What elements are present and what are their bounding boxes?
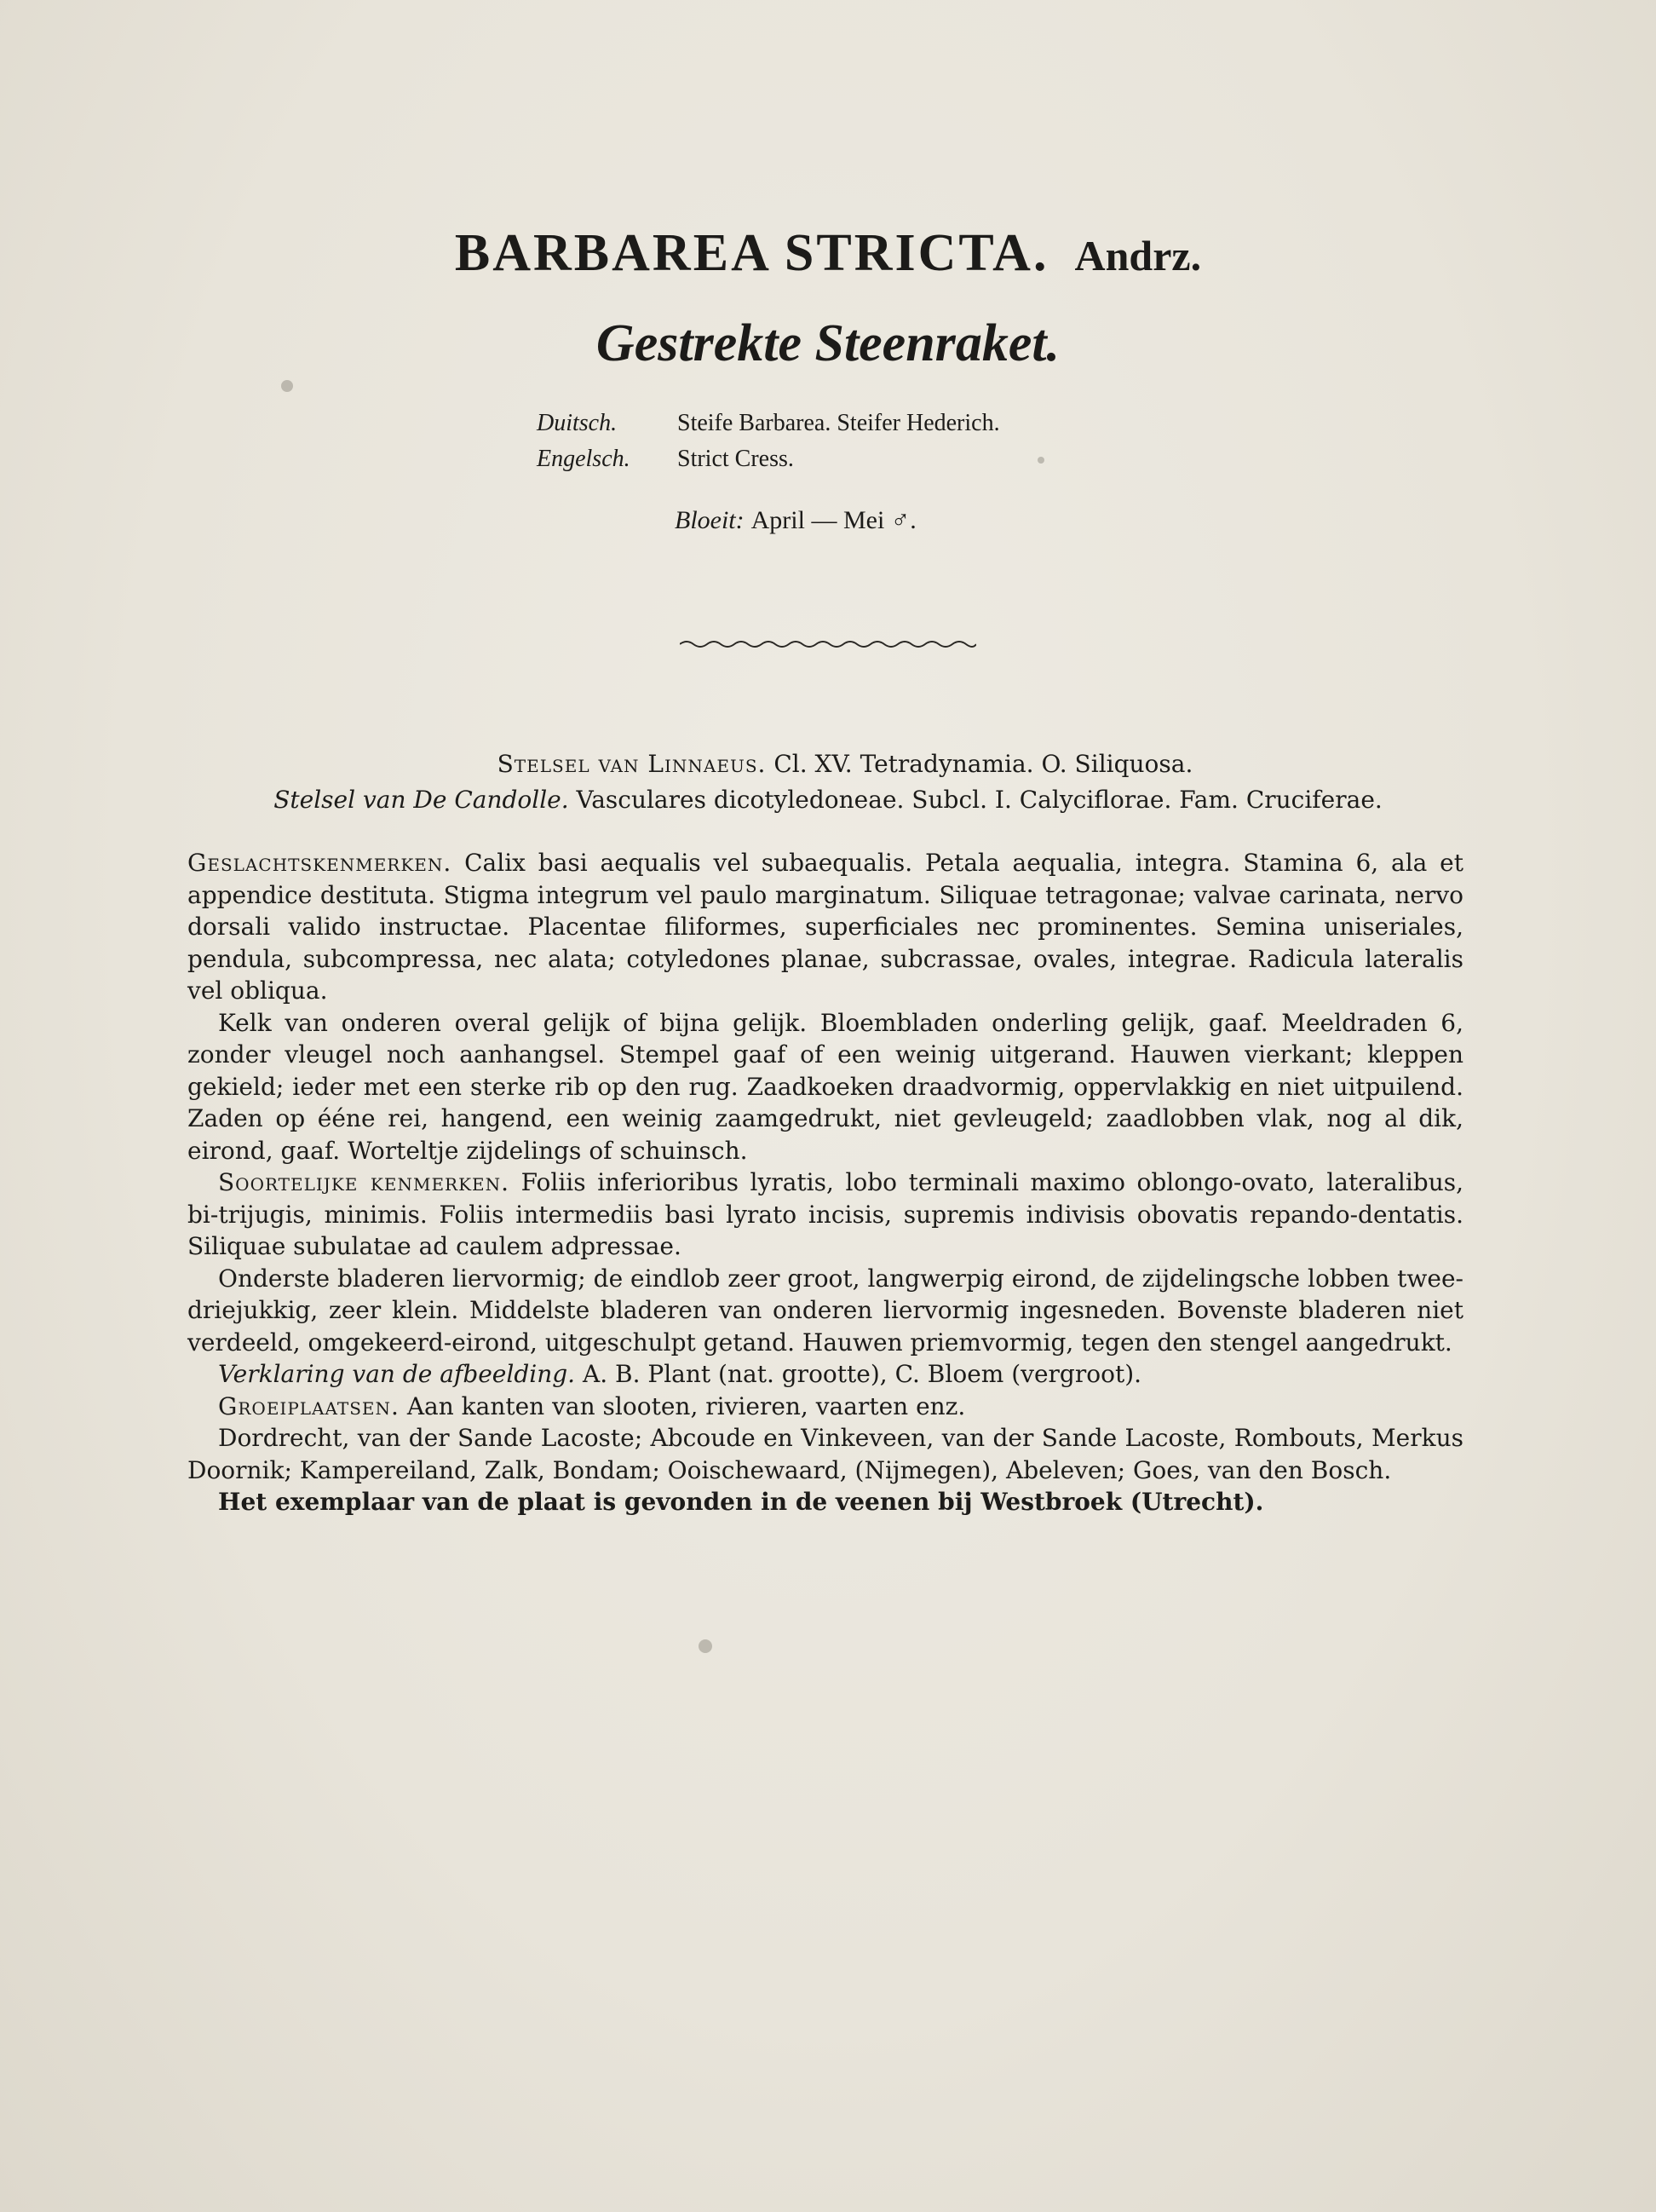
species-latin (187, 1166, 1463, 1263)
wavy-divider (680, 636, 976, 653)
genus-latin-text: Calix basi aequalis vel subaequalis. Petala aequalia, integra. Stamina 6, ala et appendice destituta. Stigma integrum vel paulo marginatum. Siliquae tetragonae; valvae carinata, nervo dorsali valido instructae. Placentae filiformes, superficiales nec prominentes. Semina uniseriales, pendula, subcompressa, nec alata; cotyledones planae, subcrassae, ovales, integrae. Radicula lateralis vel obliqua. (187, 849, 1463, 1005)
linnaeus-system (0, 750, 1656, 778)
description-body (187, 847, 1463, 1518)
common-names (537, 406, 1000, 477)
linnaeus-text: Cl. XV. Tetradynamia. O. Siliquosa. (773, 750, 1193, 778)
page-title (0, 223, 1656, 284)
genus-latin (187, 847, 1463, 1007)
species-latin-text: Foliis inferioribus lyratis, lobo terminali maximo oblongo-ovato, lateralibus, bi-trijugis, minimis. Foliis intermediis basi lyrato incisis, supremis indivisis obovatis repando-dentatis. Siliquae subulatae ad caulem adpressae. (187, 1168, 1463, 1260)
dutch-name: Gestrekte Steenraket. (595, 314, 1061, 372)
common-name-text: Strict Cress. (677, 446, 794, 472)
figure-explanation (187, 1358, 1463, 1391)
decandolle-system (0, 786, 1656, 814)
paper-spot (699, 1639, 712, 1653)
species-author: Andrz. (1074, 232, 1202, 279)
common-name-text: Steife Barbarea. Steifer Hederich. (677, 410, 1000, 436)
habitats (187, 1391, 1463, 1423)
flowering-value: April — Mei ♂. (750, 506, 917, 534)
species-dutch: Onderste bladeren liervormig; de eindlob zeer groot, langwerpig eirond, de zijdelingsche lobben twee-driejukkig, zeer klein. Middelste bladeren van onderen liervormig ingesneden. Bovenste bladeren niet verdeeld, omgekeerd-eirond, uitgeschulpt getand. Hauwen priemvormig, tegen den stengel aangedrukt. (187, 1264, 1463, 1357)
decandolle-label: Stelsel van De Candolle. (273, 786, 569, 814)
specimen-note: Het exemplaar van de plaat is gevonden in de veenen bij Westbroek (Utrecht). (218, 1488, 1264, 1516)
habitats-label: Groeiplaatsen. (218, 1391, 400, 1420)
genus-label: Geslachtskenmerken. (187, 849, 452, 877)
paper-spot (281, 380, 293, 392)
language-label: Duitsch. (537, 410, 618, 436)
figure-explanation-text: A. B. Plant (nat. grootte), C. Bloem (vergroot). (582, 1360, 1142, 1388)
common-name-german (537, 406, 1000, 441)
genus-dutch: Kelk van onderen overal gelijk of bijna gelijk. Bloembladen onderling gelijk, gaaf. Meeldraden 6, zonder vleugel noch aanhangsel. Stempel gaaf of een weinig uitgerand. Hauwen vierkant; kleppen gekield; ieder met een sterke rib op den rug. Zaadkoeken draadvormig, oppervlakkig en niet uitpuilend. Zaden op ééne rei, hangend, een weinig zaamgedrukt, niet gevleugeld; zaadlobben vlak, nog al dik, eirond, gaaf. Worteltje zijdelings of schuinsch. (187, 1008, 1463, 1165)
common-name-english (537, 441, 1000, 477)
decandolle-text: Vasculares dicotyledoneae. Subcl. I. Calyciflorae. Fam. Cruciferae. (576, 786, 1383, 814)
paper-spot (1038, 457, 1044, 464)
flowering-label: Bloeit: (675, 506, 745, 534)
species-name: BARBAREA STRICTA. (454, 224, 1049, 282)
linnaeus-label: Stelsel van Linnaeus. (497, 750, 767, 778)
habitats-text: Aan kanten van slooten, rivieren, vaarten enz. (406, 1391, 966, 1420)
species-label: Soortelijke kenmerken. (218, 1168, 510, 1196)
locations: Dordrecht, van der Sande Lacoste; Abcoude en Vinkeveen, van der Sande Lacoste, Rombouts, Merkus Doornik; Kampereiland, Zalk, Bondam; Ooischewaard, (Nijmegen), Abeleven; Goes, van den Bosch. (187, 1424, 1463, 1484)
figure-explanation-label: Verklaring van de afbeelding. (218, 1360, 576, 1388)
flowering-period (675, 506, 917, 535)
language-label: Engelsch. (537, 446, 630, 472)
